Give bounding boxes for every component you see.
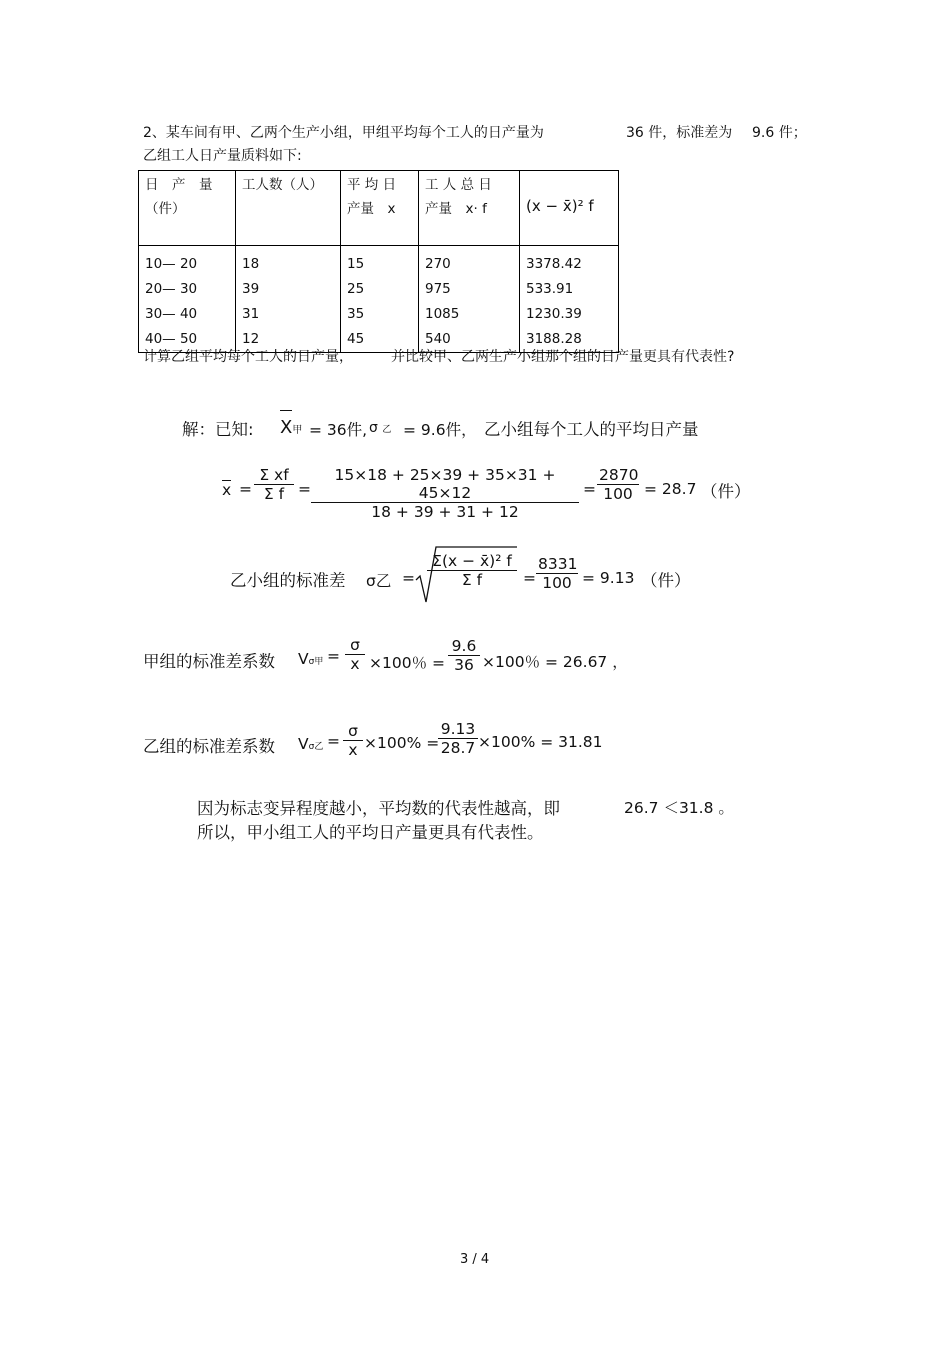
- sigma-sub: 乙: [382, 425, 392, 435]
- header-deviation: [520, 171, 619, 246]
- sd-label: 乙小组的标准差: [230, 571, 346, 590]
- cell: 39: [242, 281, 260, 297]
- sd-result: = 9.13: [582, 569, 635, 587]
- cell: 40— 50: [145, 331, 198, 347]
- mean-eq: =: [239, 480, 252, 498]
- cell: 25: [347, 281, 365, 297]
- vjia-label: 甲组的标准差系数: [143, 652, 275, 671]
- sigma-value: = 9.6件，: [403, 421, 477, 439]
- vjia-v: V: [298, 650, 309, 668]
- cell: 20— 30: [145, 281, 198, 297]
- solution-intro-label: 解：已知:: [182, 420, 254, 439]
- vjia-eq: =: [327, 647, 340, 665]
- vyi-v: V: [298, 735, 309, 753]
- cell: 31: [242, 306, 260, 322]
- sd-frac: [427, 552, 517, 589]
- vyi-sub: σ乙: [308, 742, 324, 752]
- header-avg: [341, 171, 419, 246]
- cell: 270: [425, 256, 451, 272]
- mean-num2: 15×18 + 25×39 + 35×31 + 45×12: [334, 466, 556, 502]
- solution-intro-tail: 乙小组每个工人的平均日产量: [484, 420, 699, 439]
- conclusion-compare: 26.7 ＜31.8 。: [624, 799, 734, 817]
- mean-unit: （件）: [701, 482, 751, 501]
- table-header-row: [139, 171, 619, 246]
- xbar-symbol: X: [280, 410, 292, 438]
- cell: 975: [425, 281, 451, 297]
- col-deviation: [520, 246, 619, 353]
- table-body-row: [139, 246, 619, 353]
- vjia-result: ×100％ = 26.67 ，: [482, 653, 628, 671]
- col-avg: [341, 246, 419, 353]
- vyi-fden: x: [348, 741, 358, 759]
- conclusion-line1: 因为标志变异程度越小，平均数的代表性越高，即: [197, 799, 560, 818]
- mean-lhs: [222, 480, 231, 499]
- vyi-result: ×100% = 31.81: [478, 733, 603, 751]
- sigma-yi: [369, 420, 391, 436]
- vyi-num: 9.13: [440, 720, 476, 738]
- vyi-frac-sigma: [343, 722, 363, 759]
- vjia-times: ×100％ =: [369, 654, 445, 672]
- vjia-fden: x: [350, 655, 360, 673]
- vjia-den: 36: [454, 656, 474, 674]
- sd-den: Σ f: [461, 571, 483, 589]
- cell: 3378.42: [526, 256, 582, 272]
- mean-eq3: =: [583, 480, 596, 498]
- header-output: [139, 171, 236, 246]
- question-part1: 计算乙组平均每个工人的日产量，: [143, 349, 353, 365]
- sd-symbol: σ乙: [366, 572, 392, 590]
- cell: 12: [242, 331, 260, 347]
- col-total: [419, 246, 520, 353]
- header-output-line1: 日 产 量: [145, 177, 213, 193]
- vjia-symbol: [298, 650, 323, 668]
- col-output: [139, 246, 236, 353]
- cell: 540: [425, 331, 451, 347]
- problem-line1-sd: 9.6 件；: [752, 125, 807, 141]
- vjia-frac: [448, 637, 480, 674]
- vjia-fnum: σ: [350, 636, 360, 654]
- col-workers: [236, 246, 341, 353]
- page-number: 3 / 4: [460, 1252, 490, 1267]
- header-workers-line1: 工人数（人）: [242, 177, 323, 193]
- question-part2: 并比较甲、乙两生产小组那个组的日产量更具有代表性?: [391, 349, 735, 365]
- header-avg-line1: 平 均 日: [347, 177, 397, 193]
- cell: 18: [242, 256, 260, 272]
- vjia-sub: σ甲: [308, 657, 324, 667]
- sd-eq2: =: [523, 569, 536, 587]
- cell: 15: [347, 256, 365, 272]
- sd-unit: （件）: [641, 571, 691, 590]
- mean-frac3: [597, 466, 639, 503]
- sd-num: Σ(x − x̄)² f: [432, 552, 512, 570]
- data-table: [138, 170, 619, 353]
- cell: 45: [347, 331, 365, 347]
- sd-frac2: [536, 555, 578, 592]
- sd-den2: 100: [542, 574, 572, 592]
- problem-line1-text: 2、某车间有甲、乙两个生产小组，甲组平均每个工人的日产量为: [143, 125, 544, 141]
- sigma-symbol: σ: [369, 420, 378, 436]
- mean-num3: 2870: [599, 466, 639, 484]
- sd-eq: =: [402, 569, 415, 587]
- mean-result: = 28.7: [644, 480, 697, 498]
- vyi-eq: =: [327, 732, 340, 750]
- header-deviation-formula: (x − x̄)² f: [526, 197, 594, 215]
- cell: 1085: [425, 306, 460, 322]
- cell: 3188.28: [526, 331, 582, 347]
- vyi-frac: [438, 720, 478, 757]
- mean-den1: Σ f: [263, 485, 285, 503]
- vjia-num: 9.6: [451, 637, 477, 655]
- header-total-line2: 产量 x· f: [425, 201, 487, 217]
- vyi-symbol: [298, 735, 323, 753]
- mean-lhs-symbol: x: [222, 481, 232, 499]
- problem-line2: 乙组工人日产量质料如下:: [143, 148, 302, 164]
- vyi-times: ×100% =: [364, 734, 440, 752]
- header-output-line2: （件）: [145, 201, 186, 217]
- vjia-frac-sigma: [345, 636, 365, 673]
- problem-line1-mean: 36 件，标准差为: [626, 125, 733, 141]
- header-total: [419, 171, 520, 246]
- mean-den3: 100: [603, 485, 633, 503]
- cell: 35: [347, 306, 365, 322]
- cell: 1230.39: [526, 306, 582, 322]
- header-total-line1: 工 人 总 日: [425, 177, 492, 193]
- xbar-value: = 36件,: [309, 421, 368, 439]
- problem-line1: [143, 122, 544, 142]
- mean-frac1: [254, 466, 294, 503]
- header-workers: [236, 171, 341, 246]
- vyi-label: 乙组的标准差系数: [143, 737, 275, 756]
- xbar-sub: 甲: [292, 425, 303, 436]
- cell: 30— 40: [145, 306, 198, 322]
- vyi-den: 28.7: [440, 739, 476, 757]
- vyi-fnum: σ: [348, 722, 358, 740]
- mean-frac2: [311, 466, 579, 521]
- cell: 10— 20: [145, 256, 198, 272]
- cell: 533.91: [526, 281, 574, 297]
- mean-num1: Σ xf: [259, 466, 289, 484]
- mean-den2: 18 + 39 + 31 + 12: [371, 503, 519, 521]
- conclusion-line2: 所以，甲小组工人的平均日产量更具有代表性。: [197, 823, 544, 842]
- xbar-jia: [280, 410, 302, 438]
- header-avg-line2: 产量 x: [347, 201, 396, 217]
- sd-num2: 8331: [538, 555, 578, 573]
- mean-eq2: =: [298, 480, 311, 498]
